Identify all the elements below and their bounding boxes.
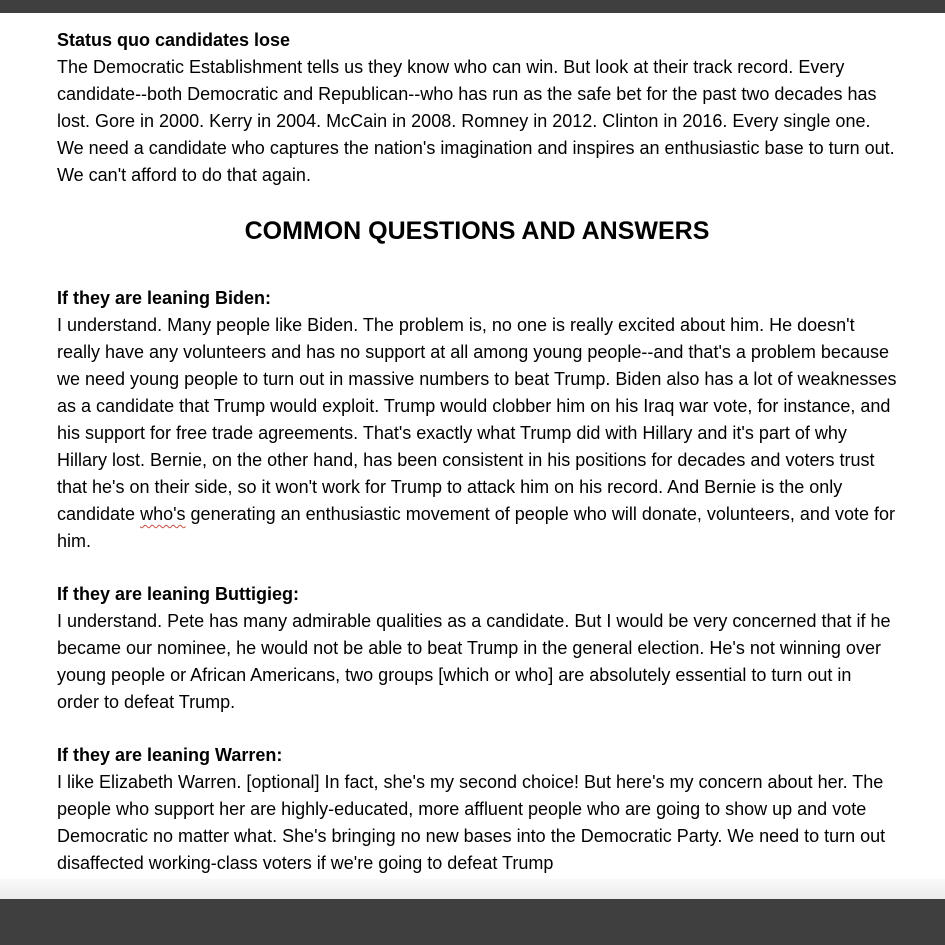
- paragraph-status-quo: The Democratic Establishment tells us they know who can win. But look at their track record. Every candidate--both Democratic and Republican--who has run as the safe bet for the past two decades has lost. Gore in 2000. Kerry in 2004. McCain in 2008. Romney in 2012. Clinton in 2016. Every single one. We need a candidate who captures the nation's imagination and inspires an enthusiastic base to turn out. We can't afford to do that again.: [57, 57, 895, 185]
- bottom-window-bar: [0, 899, 945, 945]
- misspelled-word: who's: [140, 504, 186, 524]
- paragraph-leaning-warren: I like Elizabeth Warren. [optional] In fact, she's my second choice! But here's my concern about her. The people who support her are highly-educated, more affluent people who are going to show up and vote Democratic no matter what. She's bringing no new bases into the Democratic Party. We need to turn out disaffected working-class voters if we're going to defeat Trump: [57, 772, 886, 873]
- document-page[interactable]: [57, 27, 897, 877]
- top-window-bar: [0, 0, 945, 13]
- paragraph-leaning-biden: [57, 312, 897, 555]
- biden-text-after: generating an enthusiastic movement of people who will donate, volunteers, and vote for him.: [57, 504, 895, 551]
- section-heading-leaning-biden: If they are leaning Biden:: [57, 288, 272, 308]
- section-heading-leaning-buttigieg: If they are leaning Buttigieg:: [57, 584, 300, 604]
- qa-section-title: COMMON QUESTIONS AND ANSWERS: [244, 217, 710, 245]
- biden-text-before: I understand. Many people like Biden. The problem is, no one is really excited about him. He doesn't really have any volunteers and has no support at all among young people--and that's a problem because we need young people to turn out in massive numbers to beat Trump. Biden also has a lot of weaknesses as a candidate that Trump would exploit. Trump would clobber him on his Iraq war vote, for instance, and his support for free trade agreements. That's exactly what Trump did with Hillary and it's part of why Hillary lost. Bernie, on the other hand, has been consistent in his positions for decades and voters trust that he's on their side, so it won't work for Trump to attack him on his record. And Bernie is the only candidate: [57, 315, 897, 524]
- section-heading-leaning-warren: If they are leaning Warren:: [57, 745, 283, 765]
- section-heading-status-quo: Status quo candidates lose: [57, 30, 291, 50]
- page-bottom-shadow: [0, 879, 945, 899]
- paragraph-leaning-buttigieg: I understand. Pete has many admirable qualities as a candidate. But I would be very concerned that if he became our nominee, he would not be able to beat Trump in the general election. He's not winning over young people or African Americans, two groups [which or who] are absolutely essential to turn out in order to defeat Trump.: [57, 611, 891, 712]
